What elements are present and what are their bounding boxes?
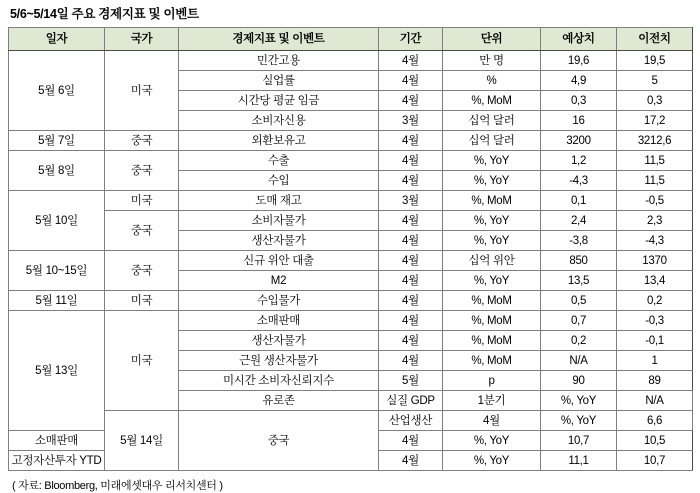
column-header-previous: 이전치 [617,28,693,51]
cell-unit: %, YoY [541,411,617,431]
cell-unit: p [443,371,541,391]
cell-event: 민간고용 [179,51,379,71]
table-row [9,411,693,431]
cell-forecast: 0,5 [541,291,617,311]
cell-country: 미국 [105,191,179,211]
cell-period: 3월 [379,111,443,131]
cell-previous: 89 [617,371,693,391]
table-row [9,311,693,331]
cell-event: M2 [179,271,379,291]
cell-forecast: 4,9 [541,71,617,91]
cell-forecast: N/A [617,391,693,411]
column-header-country: 국가 [105,28,179,51]
cell-forecast: 13,5 [541,271,617,291]
cell-period: 4월 [379,351,443,371]
cell-unit: %, MoM [443,91,541,111]
cell-forecast: 0,1 [541,191,617,211]
cell-country: 중국 [105,151,179,191]
cell-previous: 5 [617,71,693,91]
cell-country: 중국 [105,211,179,251]
cell-date: 5월 6일 [9,51,105,131]
cell-event: 고정자산투자 YTD [9,451,105,471]
table-row [9,191,693,211]
column-header-forecast: 예상치 [541,28,617,51]
cell-previous: 19,5 [617,51,693,71]
cell-event: 실업률 [179,71,379,91]
cell-country: 미국 [105,291,179,311]
cell-event: 산업생산 [379,411,443,431]
cell-unit: %, YoY [443,171,541,191]
cell-forecast: -4,3 [541,171,617,191]
cell-previous: 10,5 [617,431,693,451]
cell-event: 실질 GDP [379,391,443,411]
cell-event: 수출 [179,151,379,171]
cell-country: 유로존 [179,391,379,411]
cell-forecast: 2,4 [541,211,617,231]
cell-unit: 만 명 [443,51,541,71]
cell-period: 4월 [379,211,443,231]
cell-previous: 11,5 [617,171,693,191]
cell-forecast: N/A [541,351,617,371]
cell-date: 5월 11일 [9,291,105,311]
cell-event: 수입 [179,171,379,191]
cell-period: 4월 [379,251,443,271]
cell-period: 4월 [379,91,443,111]
cell-event: 시간당 평균 임금 [179,91,379,111]
column-header-event: 경제지표 및 이벤트 [179,28,379,51]
cell-unit: %, MoM [443,191,541,211]
cell-date: 5월 13일 [9,311,105,431]
cell-unit: % [443,71,541,91]
cell-forecast: 10,7 [541,431,617,451]
cell-forecast: 90 [541,371,617,391]
table-header [9,28,693,51]
cell-unit: 십억 위안 [443,251,541,271]
cell-previous: 2,3 [617,211,693,231]
cell-event: 수입물가 [179,291,379,311]
cell-unit: %, MoM [443,311,541,331]
cell-event: 소매판매 [179,311,379,331]
cell-country: 미국 [105,51,179,131]
column-header-period: 기간 [379,28,443,51]
cell-event: 생산자물가 [179,231,379,251]
cell-unit: %, YoY [443,451,541,471]
cell-period: 4월 [379,131,443,151]
table-row [9,151,693,171]
cell-previous: 3212,6 [617,131,693,151]
cell-period: 1분기 [443,391,541,411]
table-row [9,291,693,311]
cell-event: 외환보유고 [179,131,379,151]
cell-previous: -4,3 [617,231,693,251]
cell-country: 미국 [105,311,179,411]
cell-period: 4월 [379,311,443,331]
column-header-date: 일자 [9,28,105,51]
cell-previous: -0,5 [617,191,693,211]
cell-previous: 0,2 [617,291,693,311]
cell-date: 5월 10~15일 [9,251,105,291]
table-body [9,51,693,471]
cell-forecast: 19,6 [541,51,617,71]
cell-country: 중국 [179,411,379,471]
cell-period: 4월 [379,231,443,251]
cell-period: 4월 [379,151,443,171]
cell-unit: %, YoY [443,431,541,451]
cell-period: 4월 [379,71,443,91]
cell-previous: -0,3 [617,311,693,331]
cell-event: 근원 생산자물가 [179,351,379,371]
page-title: 5/6~5/14일 주요 경제지표 및 이벤트 [10,7,199,21]
cell-period: 4월 [379,451,443,471]
cell-event: 소비자신용 [179,111,379,131]
cell-forecast: 16 [541,111,617,131]
cell-unit: %, YoY [443,231,541,251]
cell-date: 5월 14일 [105,411,179,471]
cell-event: 신규 위안 대출 [179,251,379,271]
table-row [9,211,693,231]
cell-period: 4월 [379,271,443,291]
cell-unit: %, YoY [541,391,617,411]
cell-period: 4월 [379,51,443,71]
table-row [9,131,693,151]
cell-event: 소매판매 [9,431,105,451]
cell-country: 중국 [105,131,179,151]
table-row [9,251,693,271]
cell-forecast: 0,2 [541,331,617,351]
cell-unit: %, YoY [443,211,541,231]
cell-date: 5월 10일 [9,191,105,251]
column-header-unit: 단위 [443,28,541,51]
cell-forecast: 0,3 [541,91,617,111]
economic-indicator-table [8,27,693,471]
cell-period: 4월 [379,291,443,311]
cell-event: 미시간 소비자신뢰지수 [179,371,379,391]
cell-period: 4월 [379,431,443,451]
cell-unit: %, MoM [443,331,541,351]
table-header-row [9,28,693,51]
cell-unit: %, YoY [443,271,541,291]
cell-previous: 1370 [617,251,693,271]
table-row [9,51,693,71]
cell-previous: 10,7 [617,451,693,471]
source-note: ( 자료: Bloomberg, 미래에셋대우 리서치센터 ) [12,480,223,492]
cell-previous: 1 [617,351,693,371]
cell-period: 4월 [443,411,541,431]
cell-forecast: 850 [541,251,617,271]
cell-previous: -0,1 [617,331,693,351]
cell-period: 4월 [379,171,443,191]
cell-period: 5월 [379,371,443,391]
cell-period: 4월 [379,331,443,351]
cell-forecast: 3200 [541,131,617,151]
cell-date: 5월 8일 [9,151,105,191]
cell-forecast: -3,8 [541,231,617,251]
cell-previous: 0,3 [617,91,693,111]
cell-period: 3월 [379,191,443,211]
cell-unit: %, MoM [443,351,541,371]
cell-forecast: 6,6 [617,411,693,431]
cell-unit: %, YoY [443,151,541,171]
cell-unit: %, MoM [443,291,541,311]
cell-unit: 십억 달러 [443,131,541,151]
cell-date: 5월 7일 [9,131,105,151]
cell-previous: 17,2 [617,111,693,131]
cell-previous: 11,5 [617,151,693,171]
cell-event: 소비자물가 [179,211,379,231]
cell-country: 중국 [105,251,179,291]
cell-event: 생산자물가 [179,331,379,351]
cell-event: 도매 재고 [179,191,379,211]
cell-forecast: 1,2 [541,151,617,171]
cell-previous: 13,4 [617,271,693,291]
cell-forecast: 11,1 [541,451,617,471]
cell-forecast: 0,7 [541,311,617,331]
cell-unit: 십억 달러 [443,111,541,131]
